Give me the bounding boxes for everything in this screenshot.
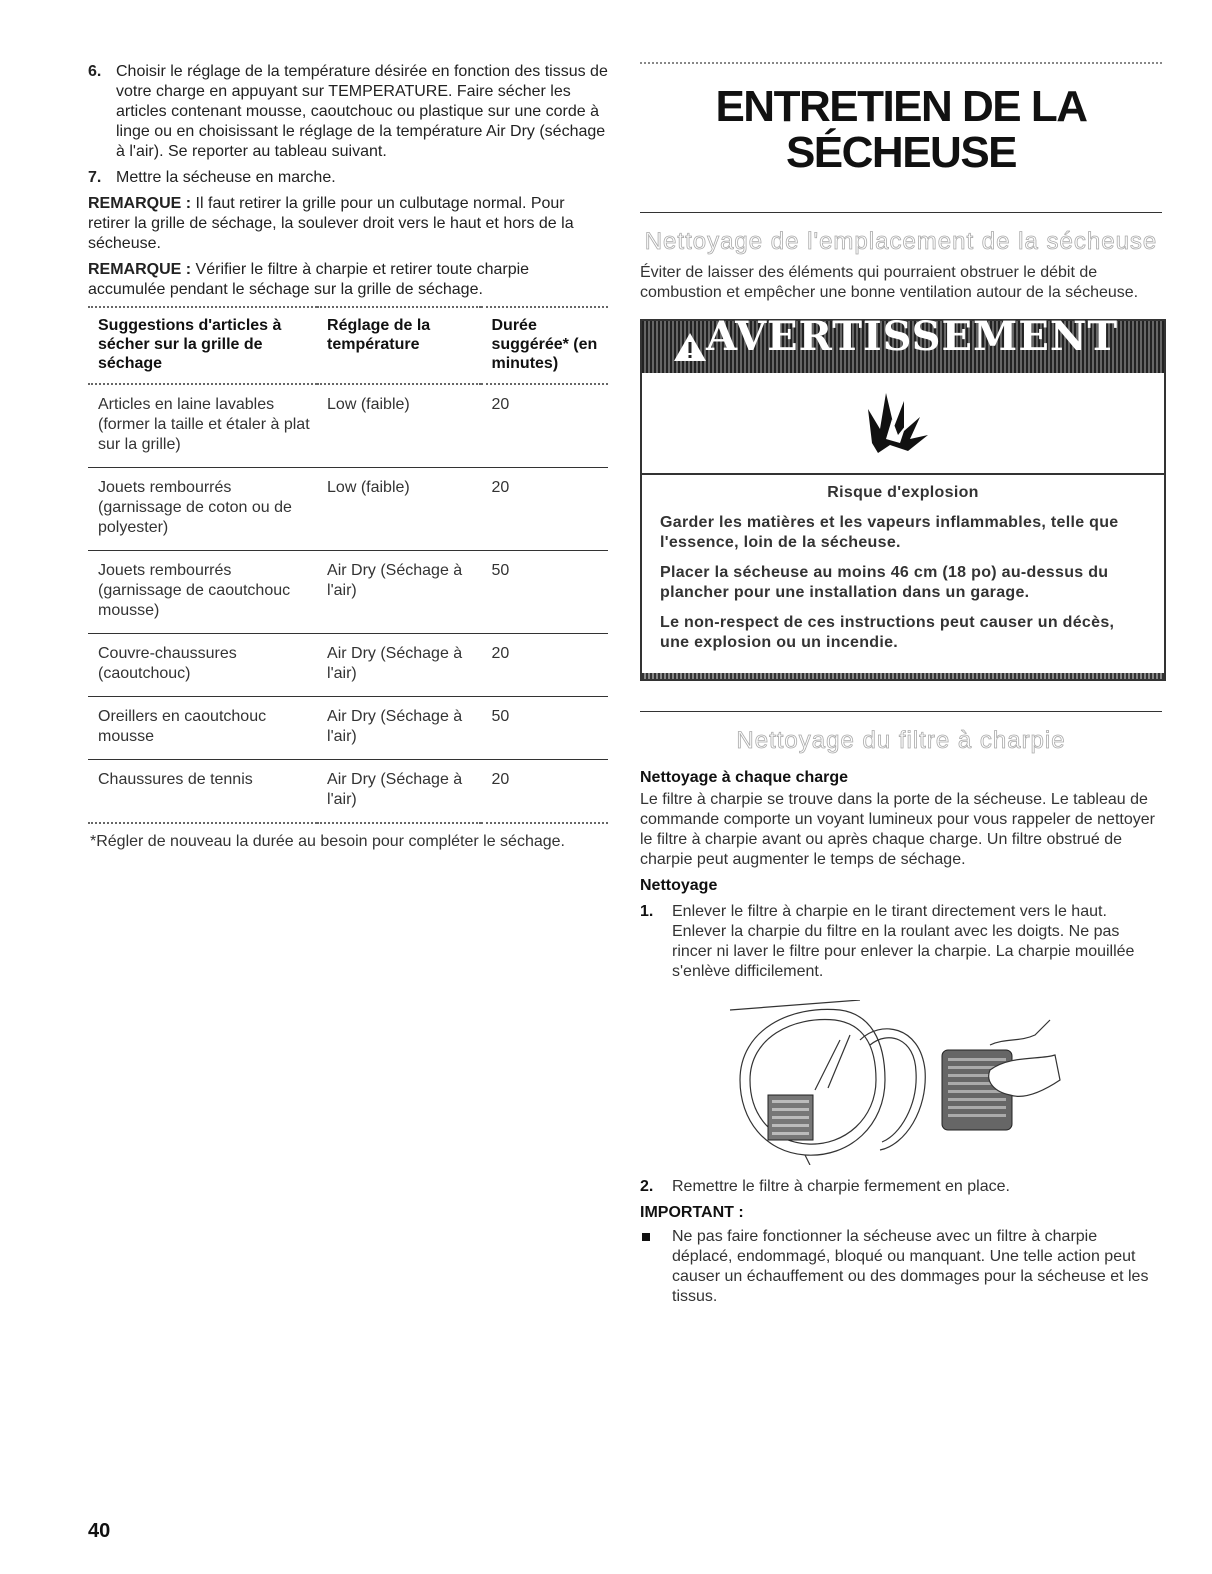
table-footnote: *Régler de nouveau la durée au besoin pour compléter le séchage. — [90, 833, 565, 850]
bullet-text: Ne pas faire fonctionner la sécheuse avec un filtre à charpie déplacé, endommagé, bloqué ou manquant. Une telle action peut causer un échauffement ou des dommages pour la sécheuse et les tissus. — [672, 1228, 1149, 1305]
step-number: 6. — [88, 63, 102, 80]
left-column — [88, 62, 608, 852]
cleaning-step-2 — [640, 1177, 1162, 1197]
step-text: Choisir le réglage de la température désirée en fonction des tissus de votre charge en appuyant sur TEMPERATURE. Faire sécher les articles contenant mousse, caoutchouc ou plastique sur une corde à linge ou en choisissant le réglage de la température Air Dry (séchage à l'air). Se reporter au tableau suivant. — [116, 63, 608, 160]
note-text: Vérifier le filtre à charpie et retirer toute charpie accumulée pendant le séchage sur la grille de séchage. — [88, 261, 530, 298]
cell-time: 20 — [491, 479, 510, 496]
warning-body — [642, 475, 1164, 673]
step-number: 1. — [640, 903, 654, 920]
step-text: Remettre le filtre à charpie fermement en place. — [672, 1178, 1010, 1195]
cell-item: Chaussures de tennis — [98, 771, 253, 788]
note-2 — [88, 260, 608, 300]
warning-icon-area — [642, 373, 1164, 475]
note-label: REMARQUE : — [88, 195, 192, 212]
warning-paragraph: Le non-respect de ces instructions peut causer un décès, une explosion ou un incendie. — [660, 614, 1115, 651]
warning-risk: Risque d'explosion — [827, 484, 979, 501]
note-text: Il faut retirer la grille pour un culbutage normal. Pour retirer la grille de séchage, la soulever droit vers le haut et hors de la sécheuse. — [88, 195, 574, 252]
column-header-setting: Réglage de la température — [327, 317, 431, 353]
cell-setting: Air Dry (Séchage à l'air) — [327, 708, 463, 745]
bullet-square-icon — [642, 1233, 650, 1241]
cell-item: Jouets rembourrés (garnissage de coton ou de polyester) — [98, 479, 292, 536]
divider — [640, 212, 1162, 213]
table-row — [88, 760, 608, 824]
note-label: REMARQUE : — [88, 261, 192, 278]
warning-paragraph: Garder les matières et les vapeurs inflammables, telle que l'essence, loin de la sécheuse. — [660, 514, 1119, 551]
cell-time: 50 — [491, 562, 510, 579]
lint-filter-illustration — [720, 1000, 1070, 1165]
cell-item: Couvre-chaussures (caoutchouc) — [98, 645, 237, 682]
important-bullet — [640, 1227, 1162, 1307]
step-text: Enlever le filtre à charpie en le tirant directement vers le haut. Enlever la charpie du filtre en la roulant avec les doigts. Ne pas rincer ni laver le filtre pour enlever la charpie. La charpie mouillée s'enlève difficilement. — [672, 903, 1135, 980]
step-number: 7. — [88, 169, 102, 186]
section-title-location: Nettoyage de l'emplacement de la sécheuse — [644, 228, 1158, 255]
cleaning-step-1 — [640, 902, 1162, 982]
divider — [640, 711, 1162, 712]
cell-item: Articles en laine lavables (former la taille et étaler à plat sur la grille) — [98, 396, 310, 453]
step-6 — [88, 62, 608, 162]
subheading: Nettoyage — [640, 877, 718, 894]
table-row — [88, 697, 608, 760]
title-line-2: SÉCHEUSE — [785, 128, 1017, 177]
page-number: 40 — [88, 1520, 111, 1542]
cell-time: 20 — [491, 645, 510, 662]
table-row — [88, 384, 608, 468]
note-1 — [88, 194, 608, 254]
cell-setting: Low (faible) — [327, 396, 410, 413]
section-title-lint-filter: Nettoyage du filtre à charpie — [736, 727, 1066, 754]
cell-time: 50 — [491, 708, 510, 725]
section-text-location: Éviter de laisser des éléments qui pourraient obstruer le débit de combustion et empêcher une bonne ventilation autour de la sécheuse. — [640, 264, 1139, 301]
cell-setting: Low (faible) — [327, 479, 410, 496]
explosion-icon — [642, 373, 1164, 473]
page-title — [640, 84, 1162, 176]
cell-setting: Air Dry (Séchage à l'air) — [327, 771, 463, 808]
step-number: 2. — [640, 1178, 654, 1195]
drying-rack-table — [88, 306, 608, 824]
table-header-row — [88, 307, 608, 384]
subheading-text: Le filtre à charpie se trouve dans la porte de la sécheuse. Le tableau de commande comporte un voyant lumineux pour vous rappeler de nettoyer le filtre à charpie avant ou après chaque charge. Un filtre obstrué de charpie peut augmenter le temps de séchage. — [640, 791, 1155, 868]
top-dotted-rule — [640, 62, 1162, 64]
warning-box — [640, 313, 1166, 681]
warning-triangle-icon — [672, 331, 708, 363]
column-header-time: Durée suggérée* (en minutes) — [491, 317, 598, 372]
table-row — [88, 551, 608, 634]
warning-bottom-band — [642, 673, 1164, 679]
cell-setting: Air Dry (Séchage à l'air) — [327, 645, 463, 682]
cell-setting: Air Dry (Séchage à l'air) — [327, 562, 463, 599]
subheading: Nettoyage à chaque charge — [640, 769, 849, 786]
step-7 — [88, 168, 608, 188]
cell-time: 20 — [491, 771, 510, 788]
cell-item: Oreillers en caoutchouc mousse — [98, 708, 267, 745]
title-line-1: ENTRETIEN DE LA — [715, 82, 1087, 131]
column-header-items: Suggestions d'articles à sécher sur la grille de séchage — [98, 317, 282, 372]
cell-item: Jouets rembourrés (garnissage de caoutchouc mousse) — [98, 562, 291, 619]
table-row — [88, 634, 608, 697]
table-row — [88, 468, 608, 551]
step-text: Mettre la sécheuse en marche. — [116, 169, 336, 186]
warning-paragraph: Placer la sécheuse au moins 46 cm (18 po) au-dessus du plancher pour une installation dans un garage. — [660, 564, 1109, 601]
right-column — [640, 62, 1162, 1307]
important-label: IMPORTANT : — [640, 1204, 744, 1221]
warning-header — [642, 313, 1164, 373]
cell-time: 20 — [491, 396, 510, 413]
warning-label: AVERTISSEMENT — [706, 313, 1119, 360]
